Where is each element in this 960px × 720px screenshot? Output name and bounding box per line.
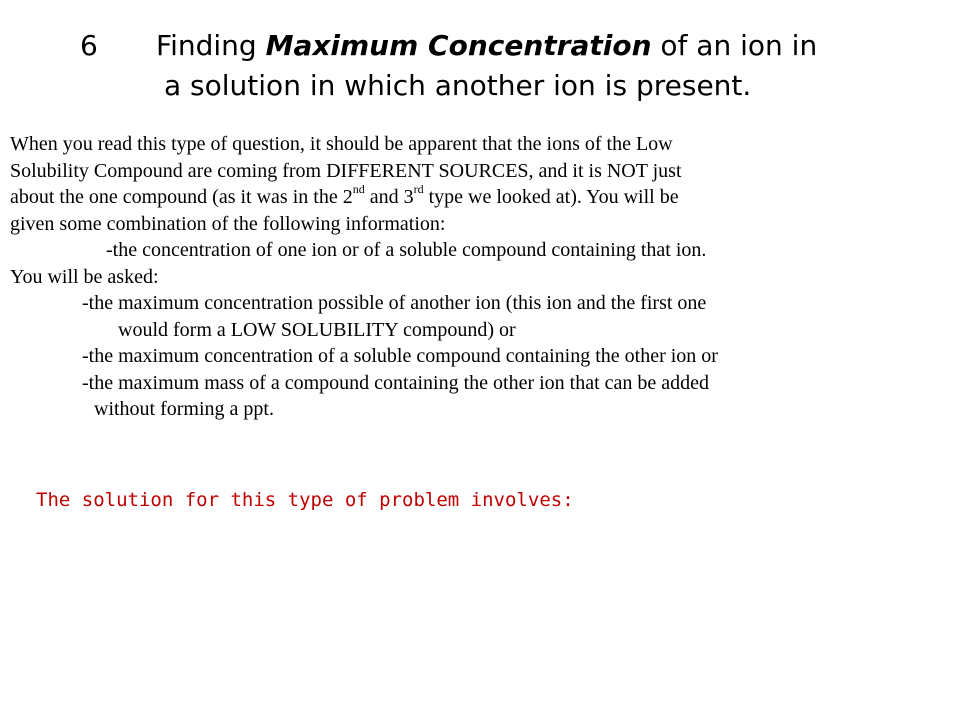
asked-list-item: -the maximum concentration possible of another ion (this ion and the first one [82,292,707,314]
asked-list-item-continuation: without forming a ppt. [94,398,274,420]
title-line-2: a solution in which another ion is present. [164,69,752,102]
body-text-segment: about the one compound (as it was in the 2 [10,186,353,208]
slide-body [10,131,950,423]
title-emphasis: Maximum Concentration [265,29,652,62]
given-list-item: -the concentration of one ion or of a soluble compound containing that ion. [106,239,707,261]
asked-list-item: -the maximum mass of a compound containing the other ion that can be added [82,371,710,394]
body-line: Solubility Compound are coming from DIFFERENT SOURCES, and it is NOT just [10,159,682,182]
body-line: given some combination of the following information: [10,212,446,235]
title-line-1 [80,26,817,66]
title-prefix: Finding [156,29,266,62]
asked-intro: You will be asked: [10,265,159,288]
superscript-rd: rd [413,182,424,197]
solution-heading: The solution for this type of problem involves: [36,489,574,511]
body-line [10,184,950,211]
body-line: When you read this type of question, it should be apparent that the ions of the Low [10,133,673,155]
title-suffix: of an ion in [651,29,818,62]
asked-list-item: -the maximum concentration of a soluble compound containing the other ion or [82,345,718,367]
slide-number: 6 [80,29,98,62]
body-text-segment: and 3 [364,186,414,208]
body-text-segment: type we looked at). You will be [423,186,679,208]
superscript-nd: nd [352,182,365,197]
asked-list-item-continuation: would form a LOW SOLUBILITY compound) or [118,318,516,341]
